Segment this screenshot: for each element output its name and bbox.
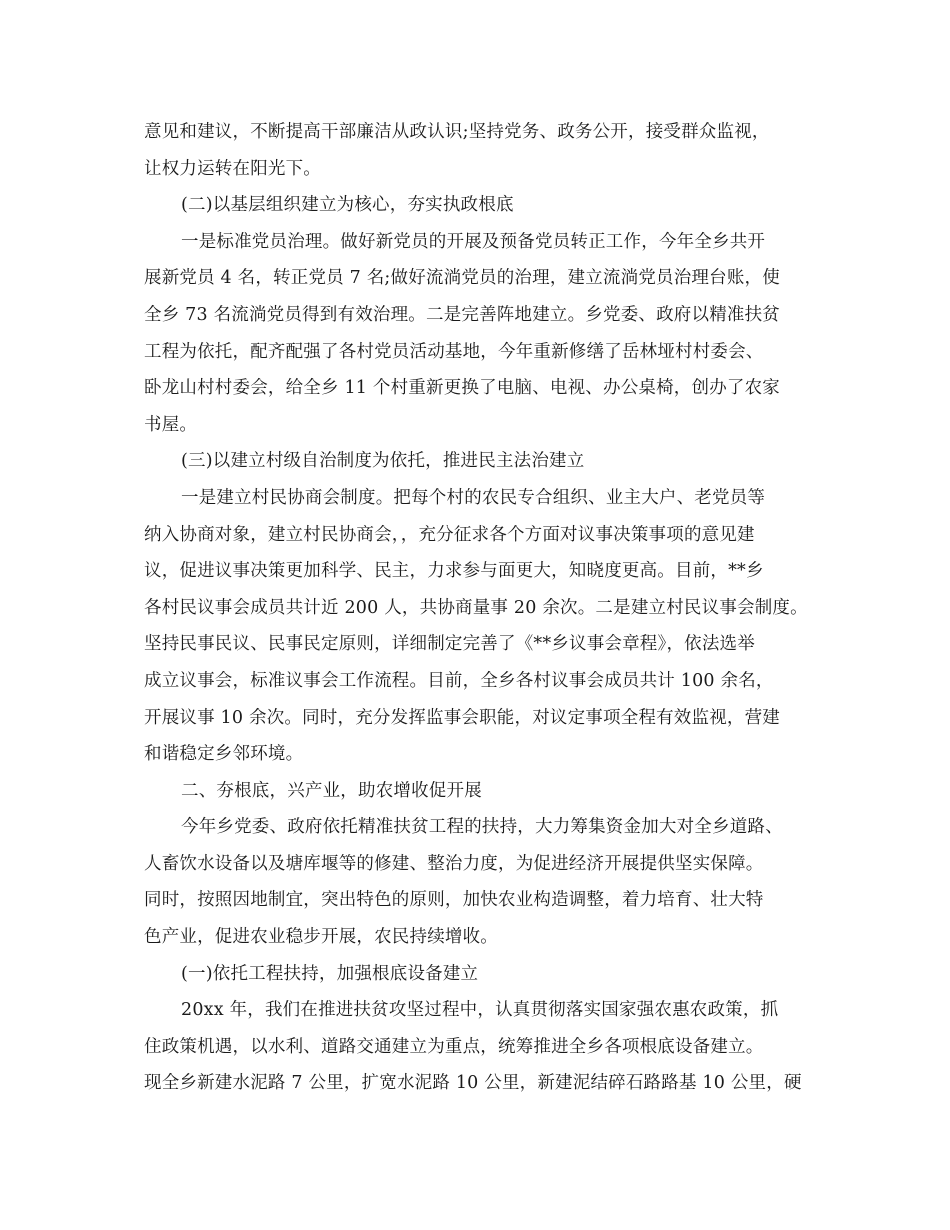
text-line: 今年乡党委、政府依托精准扶贫工程的扶持，大力筹集资金加大对全乡道路、 bbox=[181, 817, 783, 838]
text-line: 议，促进议事决策更加科学、民主，力求参与面更大，知晓度更高。目前，**乡 bbox=[144, 561, 764, 582]
text-line: 展新党员 4 名，转正党员 7 名;做好流淌党员的治理，建立流淌党员治理台账，使 bbox=[144, 268, 780, 289]
text-line: 二、夯根底，兴产业，助农增收促开展 bbox=[181, 780, 482, 801]
text-line: 成立议事会，标准议事会工作流程。目前，全乡各村议事会成员共计 100 余名， bbox=[144, 670, 774, 691]
text-line: 一是标准党员治理。做好新党员的开展及预备党员转正工作，今年全乡共开 bbox=[181, 231, 766, 252]
text-line: (二)以基层组织建立为核心，夯实执政根底 bbox=[181, 195, 514, 216]
text-line: 各村民议事会成员共计近 200 人，共协商量事 20 余次。二是建立村民议事会制度。 bbox=[144, 597, 808, 618]
text-line: 开展议事 10 余次。同时，充分发挥监事会职能，对议定事项全程有效监视，营建 bbox=[144, 707, 780, 728]
text-line: 纳入协商对象，建立村民协商会，，充分征求各个方面对议事决策事项的意见建 bbox=[144, 524, 755, 545]
text-line: 书屋。 bbox=[144, 414, 198, 435]
text-line: (一)依托工程扶持，加强根底设备建立 bbox=[181, 963, 479, 984]
text-line: 人畜饮水设备以及塘库堰等的修建、整治力度，为促进经济开展提供坚实保障。 bbox=[144, 853, 764, 874]
text-line: 坚持民事民议、民事民定原则，详细制定完善了《**乡议事会章程》，依法选举 bbox=[144, 634, 755, 655]
text-line: 和谐稳定乡邻环境。 bbox=[144, 744, 304, 765]
text-line: (三)以建立村级自治制度为依托，推进民主法治建立 bbox=[181, 451, 585, 472]
text-line: 色产业，促进农业稳步开展，农民持续增收。 bbox=[144, 927, 498, 948]
text-line: 同时，按照因地制宜，突出特色的原则，加快农业构造调整，着力培育、壮大特 bbox=[144, 890, 764, 911]
text-line: 一是建立村民协商会制度。把每个村的农民专合组织、业主大户、老党员等 bbox=[181, 487, 766, 508]
text-line: 现全乡新建水泥路 7 公里，扩宽水泥路 10 公里，新建泥结碎石路路基 10 公里，硬 bbox=[144, 1073, 802, 1094]
text-line: 住政策机遇，以水利、道路交通建立为重点，统筹推进全乡各项根底设备建立。 bbox=[144, 1036, 764, 1057]
text-line: 全乡 73 名流淌党员得到有效治理。二是完善阵地建立。乡党委、政府以精准扶贫 bbox=[144, 304, 780, 325]
text-line: 让权力运转在阳光下。 bbox=[144, 158, 321, 179]
document-body bbox=[144, 114, 808, 1102]
text-line: 工程为依托，配齐配强了各村党员活动基地，今年重新修缮了岳林垭村村委会、 bbox=[144, 341, 764, 362]
text-line: 意见和建议，不断提高干部廉洁从政认识;坚持党务、政务公开，接受群众监视， bbox=[144, 122, 770, 142]
text-line: 20xx 年，我们在推进扶贫攻坚过程中，认真贯彻落实国家强农惠农政策，抓 bbox=[181, 1000, 779, 1021]
text-line: 卧龙山村村委会，给全乡 11 个村重新更换了电脑、电视、办公桌椅，创办了农家 bbox=[144, 378, 780, 399]
